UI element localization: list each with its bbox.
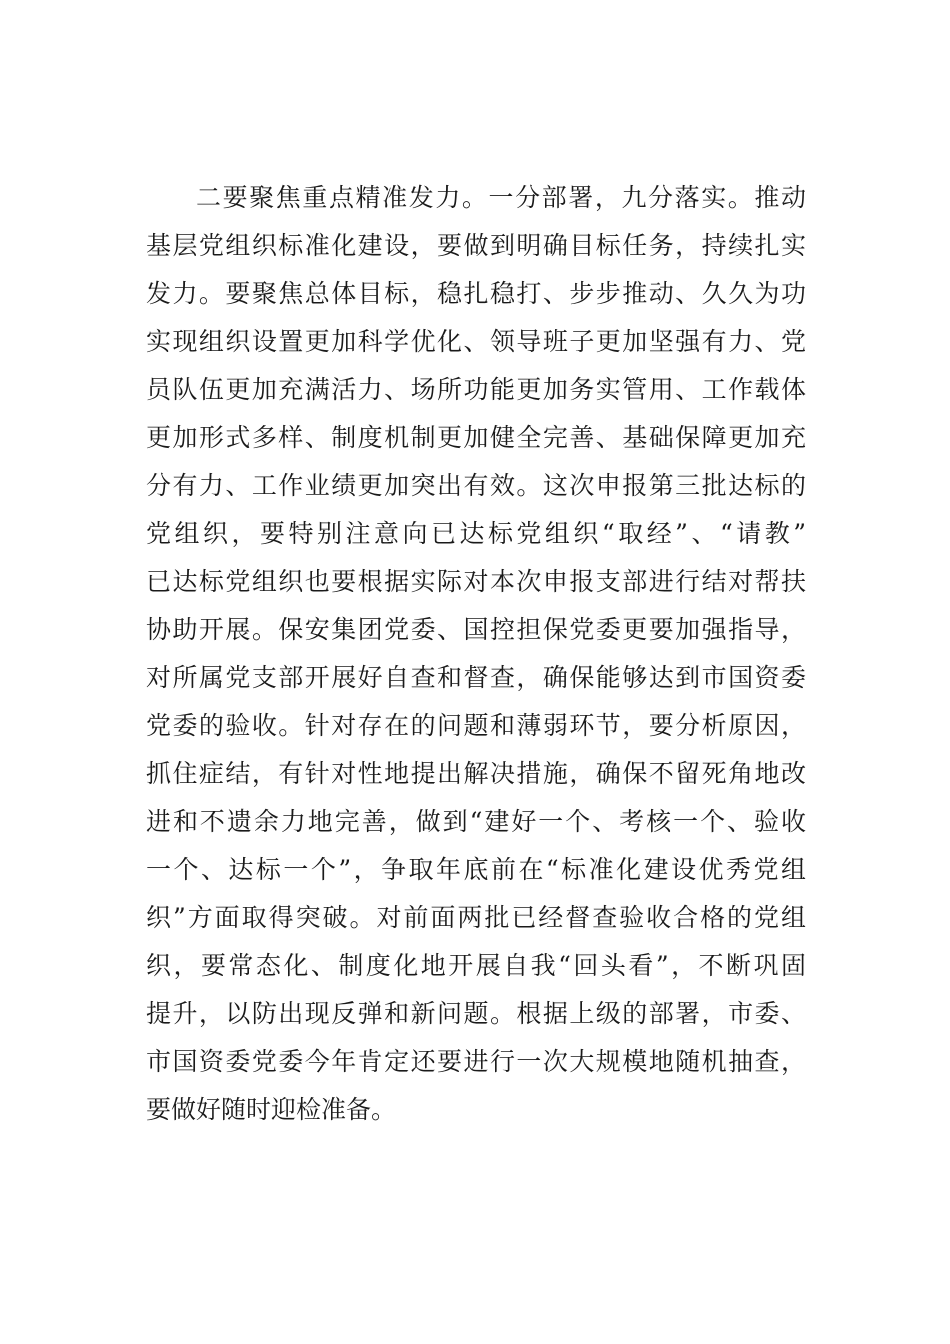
paragraph-line: 员队伍更加充满活力、场所功能更加务实管用、工作载体 — [146, 375, 806, 404]
paragraph-line: 基层党组织标准化建设，要做到明确目标任务，持续扎实 — [146, 231, 806, 260]
paragraph-line: 协助开展。保安集团党委、国控担保党委更要加强指导， — [146, 615, 806, 644]
paragraph-line: 进和不遗余力地完善，做到“建好一个、考核一个、验收 — [146, 807, 806, 836]
paragraph-line: 提升，以防出现反弹和新问题。根据上级的部署，市委、 — [146, 999, 806, 1028]
paragraph-line: 一个、达标一个”，争取年底前在“标准化建设优秀党组 — [146, 855, 806, 884]
paragraph-line: 更加形式多样、制度机制更加健全完善、基础保障更加充 — [146, 423, 806, 452]
paragraph-line: 已达标党组织也要根据实际对本次申报支部进行结对帮扶 — [146, 567, 806, 596]
paragraph-line: 市国资委党委今年肯定还要进行一次大规模地随机抽查， — [146, 1047, 806, 1076]
paragraph-line: 抓住症结，有针对性地提出解决措施，确保不留死角地改 — [146, 759, 806, 788]
paragraph-line: 要做好随时迎检准备。 — [146, 1095, 397, 1124]
paragraph-line: 二要聚焦重点精准发力。一分部署，九分落实。推动 — [196, 183, 806, 212]
paragraph-line: 对所属党支部开展好自查和督查，确保能够达到市国资委 — [146, 663, 806, 692]
paragraph-line: 分有力、工作业绩更加突出有效。这次申报第三批达标的 — [146, 471, 806, 500]
paragraph-line: 织，要常态化、制度化地开展自我“回头看”，不断巩固 — [146, 951, 806, 980]
paragraph-line: 实现组织设置更加科学优化、领导班子更加坚强有力、党 — [146, 327, 806, 356]
paragraph-line: 党委的验收。针对存在的问题和薄弱环节，要分析原因， — [146, 711, 806, 740]
paragraph-line: 织”方面取得突破。对前面两批已经督查验收合格的党组 — [146, 903, 806, 932]
body-paragraph — [146, 174, 806, 1134]
paragraph-line: 党组织，要特别注意向已达标党组织“取经”、“请教” — [146, 519, 806, 548]
paragraph-line: 发力。要聚焦总体目标，稳扎稳打、步步推动、久久为功 — [146, 279, 806, 308]
